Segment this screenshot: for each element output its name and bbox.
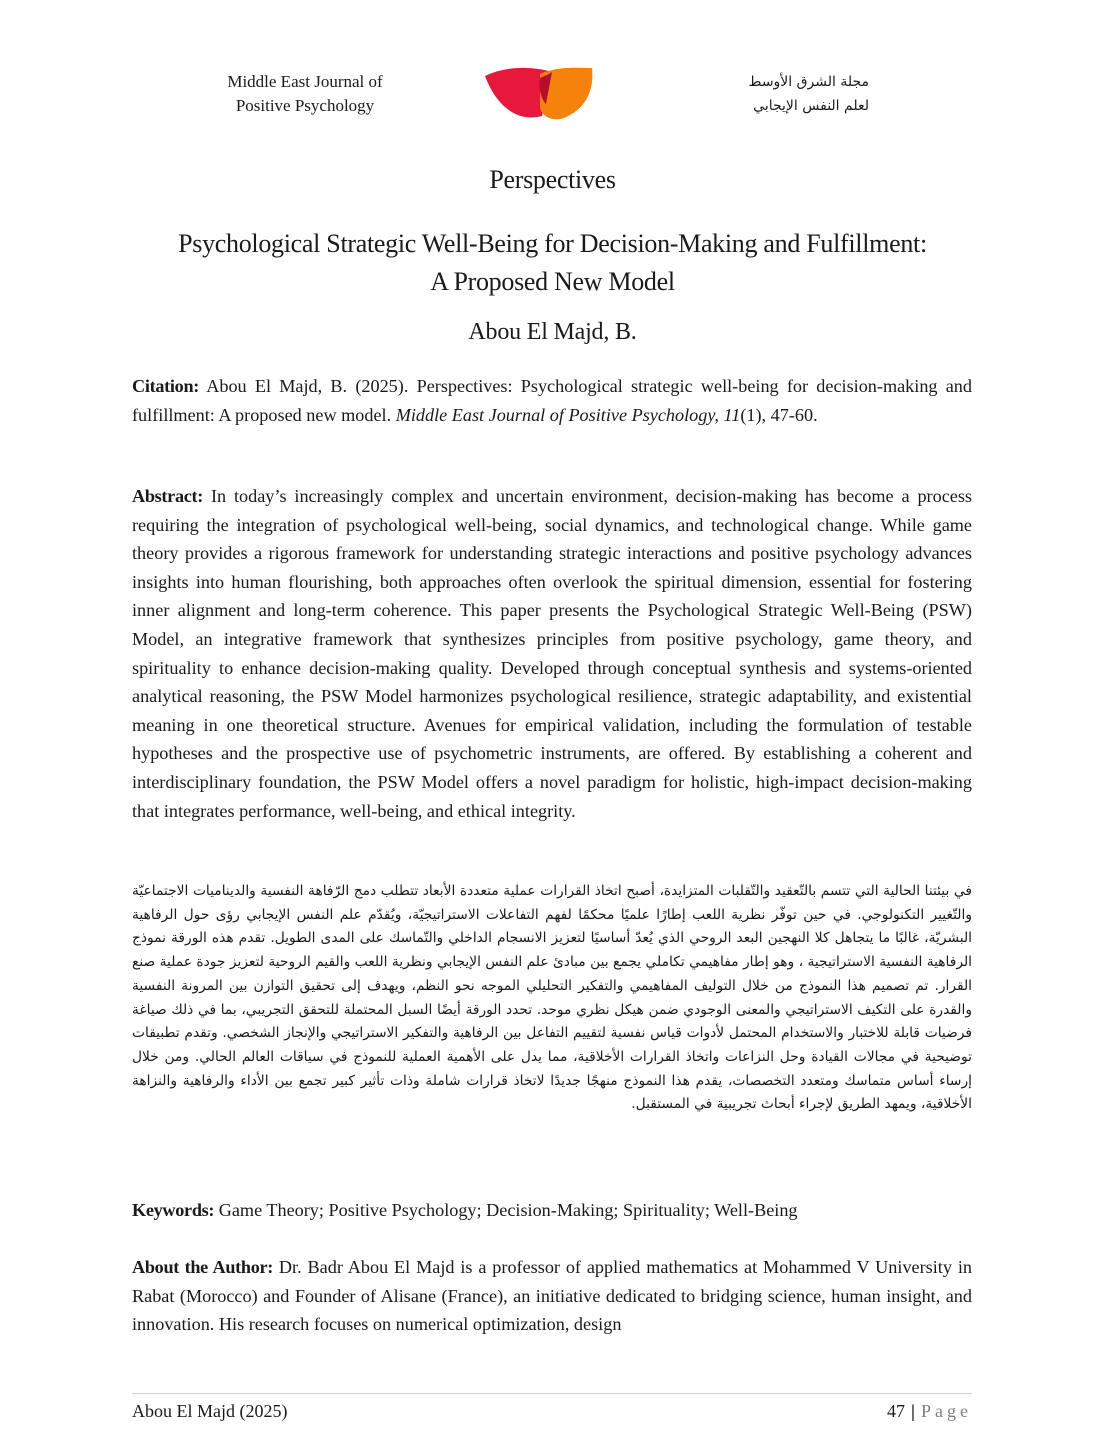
journal-name-arabic xyxy=(689,70,869,118)
footer-author-year: Abou El Majd (2025) xyxy=(132,1401,288,1421)
citation-issue-pages: (1), 47-60. xyxy=(740,404,818,425)
keywords-label: Keywords: xyxy=(132,1200,215,1220)
paper-title-line2: A Proposed New Model xyxy=(430,267,675,296)
page-number: 47 xyxy=(887,1401,906,1421)
journal-name-english xyxy=(205,70,405,118)
journal-name-arabic-line2: لعلم النفس الإيجابي xyxy=(753,98,869,114)
journal-name-arabic-line1: مجلة الشرق الأوسط xyxy=(748,74,869,90)
paper-title-line1: Psychological Strategic Well-Being for Decision-Making and Fulfillment: xyxy=(178,229,927,258)
citation xyxy=(132,372,972,429)
citation-label: Citation: xyxy=(132,376,200,396)
footer-page xyxy=(887,1401,972,1422)
about-author-label: About the Author: xyxy=(132,1257,274,1277)
journal-logo xyxy=(480,64,595,120)
citation-text: Abou El Majd, B. (2025). Perspectives: Psychological strategic well-being for decision-making and fulfillment: A proposed new model. xyxy=(132,376,972,425)
citation-journal: Middle East Journal of Positive Psychology, 11 xyxy=(395,404,741,425)
section-title: Perspectives xyxy=(489,165,616,194)
arabic-abstract: في بيئتنا الحالية التي تتسم بالتّعقيد والتّقلبات المتزايدة، أصبح اتخاذ القرارات عملية متعددة الأبعاد تتطلب دمج الرّفاهة النفسية والديناميات الاجتماعيّة والتّغيير التكنولوجي. في حين توفّر نظرية اللعب إطارًا علميًا محكمًا لفهم التفاعلات الاستراتيجيّة، ويُقدّم علم النفس الإيجابي رؤى حول الرفاهية البشريّة، غالبًا ما يتجاهل كلا النهجين البعد الروحي الذي يُعدّ أساسيًا لتعزيز الانسجام الداخلي والتّماسك على المدى الطويل. تقدم هذه الورقة نموذج الرفاهية النفسية الاستراتيجية ، وهو إطار مفاهيمي تكاملي يجمع بين مبادئ علم النفس الإيجابي ونظرية اللعب والقيم الروحية لتعزيز جودة عملية صنع القرار. تم تصميم هذا النموذج من خلال التوليف المفاهيمي والتفكير التحليلي الموجه نحو النظم، ويهدف إلى تحقيق التوازن بين المرونة النفسية والقدرة على التكيف الاستراتيجي والمعنى الوجودي ضمن هيكل نظري موحد. تحدد الورقة أيضًا السبل المحتملة للتحقق التجريبي، بما في ذلك صياغة فرضيات قابلة للاختبار والاستخدام المحتمل لأدوات قياس نفسية لتقييم التفاعل بين الرفاهية والتفكير الاستراتيجي والإنجاز الشخصي. وتقدم تطبيقات توضيحية في مجالات القيادة وحل النزاعات واتخاذ القرارات الأخلاقية، مما يدل على الأهمية العملية للنموذج في سياقات العالم الحالي. ومن خلال إرساء أساس متماسك ومتعدد التخصصات، يقدم هذا النموذج منهجًا جديدًا لاتخاذ قرارات شاملة وذات تأثير كبير تجمع بين الأداء والرفاهية والنزاهة الأخلاقية، ويمهد الطريق لإجراء أبحاث تجريبية في المستقبل. xyxy=(132,883,972,1113)
journal-name-english-line1: Middle East Journal of xyxy=(227,72,383,91)
page-separator: | xyxy=(911,1401,915,1421)
abstract-text: In today’s increasingly complex and uncertain environment, decision-making has become a process requiring the integration of psychological well-being, social dynamics, and technological change. While game theory provides a rigorous framework for understanding strategic interactions and positive psychology advances insights into human flourishing, both approaches often overlook the spiritual dimension, essential for fostering inner alignment and long-term coherence. This paper presents the Psychological Strategic Well-Being (PSW) Model, an integrative framework that synthesizes principles from positive psychology, game theory, and spirituality to enhance decision-making quality. Developed through conceptual synthesis and systems-oriented analytical reasoning, the PSW Model harmonizes psychological resilience, strategic adaptability, and existential meaning in one theoretical structure. Avenues for empirical validation, including the formulation of testable hypotheses and the prospective use of psychometric instruments, are offered. By establishing a coherent and interdisciplinary foundation, the PSW Model offers a novel paradigm for holistic, high-impact decision-making that integrates performance, well-being, and ethical integrity. xyxy=(132,486,972,821)
footer-divider xyxy=(132,1393,972,1394)
abstract-label: Abstract: xyxy=(132,486,204,506)
journal-name-english-line2: Positive Psychology xyxy=(235,96,375,115)
about-author-text: Dr. Badr Abou El Majd is a professor of applied mathematics at Mohammed V University in Rabat (Morocco) and Founder of Alisane (France), an initiative dedicated to bridging science, human insight, and innovation. His research focuses on numerical optimization, design xyxy=(132,1257,972,1335)
abstract xyxy=(132,482,972,825)
paper-title xyxy=(120,225,985,301)
author-name: Abou El Majd, B. xyxy=(468,319,637,345)
keywords-text: Game Theory; Positive Psychology; Decision-Making; Spirituality; Well-Being xyxy=(214,1200,798,1220)
keywords xyxy=(132,1196,972,1225)
about-author xyxy=(132,1253,972,1339)
page-word: Page xyxy=(921,1401,972,1421)
